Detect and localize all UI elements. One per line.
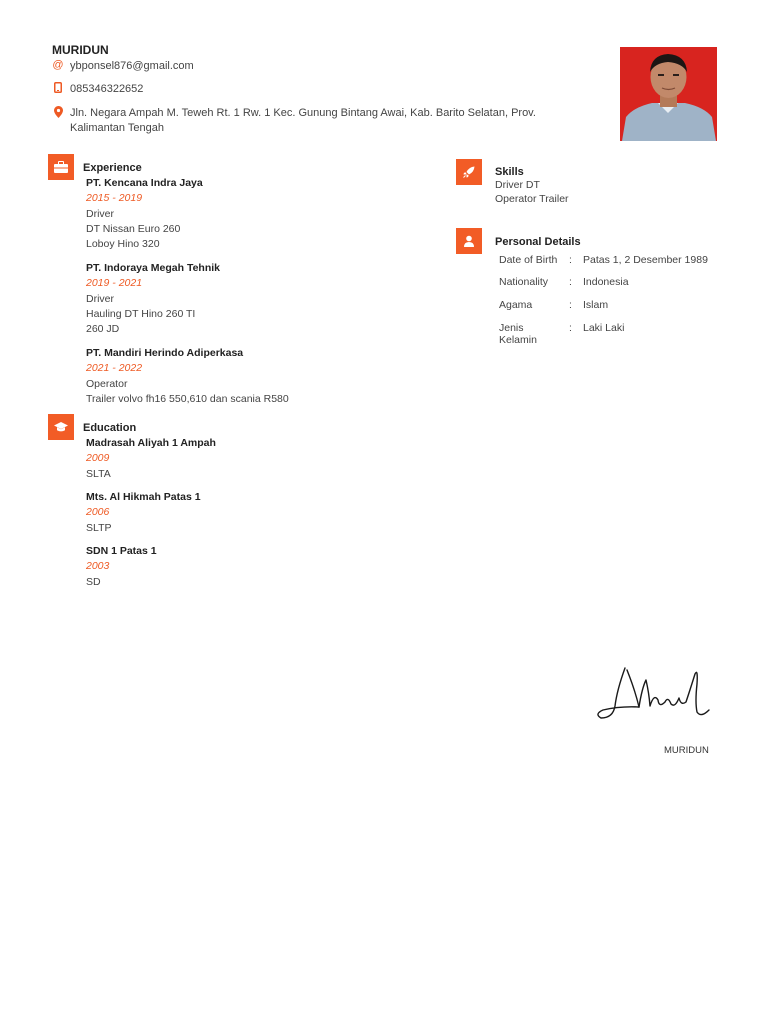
experience-line: Driver (86, 292, 114, 305)
experience-item (86, 261, 220, 337)
personal-colon: : (569, 276, 572, 288)
personal-value: Indonesia (583, 276, 629, 288)
experience-title: Experience (83, 162, 142, 174)
skill-item: Driver DT (495, 179, 540, 191)
personal-label: Agama (499, 299, 533, 311)
address-text (70, 106, 536, 136)
graduation-cap-icon (48, 414, 74, 440)
education-title: Education (83, 422, 137, 434)
user-icon (456, 228, 482, 254)
education-level: SLTA (86, 467, 111, 480)
education-level: SLTP (86, 521, 112, 534)
signature-name: MURIDUN (664, 745, 709, 756)
education-org: Mts. Al Hikmah Patas 1 (86, 491, 201, 503)
personal-row-nationality (499, 276, 739, 288)
personal-colon: : (569, 254, 572, 266)
experience-years: 2021 - 2022 (86, 362, 143, 375)
experience-line: Trailer volvo fh16 550,610 dan scania R580 (86, 392, 289, 405)
personal-details-title: Personal Details (495, 236, 581, 248)
phone-text: 085346322652 (70, 83, 144, 95)
experience-years: 2015 - 2019 (86, 192, 143, 205)
email-row (52, 59, 194, 74)
address-line-2: Kalimantan Tengah (70, 122, 164, 134)
education-years: 2003 (86, 560, 110, 573)
personal-colon: : (569, 322, 572, 334)
experience-line: 260 JD (86, 323, 120, 336)
personal-value: Islam (583, 299, 609, 311)
experience-line: Operator (86, 377, 128, 390)
experience-org: PT. Kencana Indra Jaya (86, 177, 203, 189)
personal-value: Patas 1, 2 Desember 1989 (583, 254, 708, 266)
email-text: ybponsel876@gmail.com (70, 60, 194, 72)
profile-photo (620, 47, 717, 141)
location-pin-icon (52, 106, 64, 118)
phone-icon (52, 82, 64, 93)
candidate-name: MURIDUN (52, 43, 109, 57)
experience-item (86, 176, 203, 252)
skill-item: Operator Trailer (495, 193, 569, 205)
experience-org: PT. Mandiri Herindo Adiperkasa (86, 347, 244, 359)
personal-row-agama (499, 299, 739, 311)
skills-list (495, 178, 569, 206)
experience-org: PT. Indoraya Megah Tehnik (86, 262, 220, 274)
experience-line: DT Nissan Euro 260 (86, 222, 181, 235)
education-org: Madrasah Aliyah 1 Ampah (86, 437, 216, 449)
education-years: 2006 (86, 506, 110, 519)
rocket-icon (456, 159, 482, 185)
phone-row (52, 82, 143, 97)
experience-item (86, 346, 289, 407)
experience-years: 2019 - 2021 (86, 277, 143, 290)
education-item (86, 490, 201, 536)
at-icon: @ (52, 59, 64, 71)
personal-row-jenis-kelamin (499, 322, 739, 346)
personal-label: Nationality (499, 276, 549, 288)
address-row (52, 106, 552, 136)
briefcase-icon (48, 154, 74, 180)
education-years: 2009 (86, 452, 110, 465)
education-org: SDN 1 Patas 1 (86, 545, 157, 557)
skills-title: Skills (495, 166, 524, 178)
experience-line: Driver (86, 207, 114, 220)
experience-line: Hauling DT Hino 260 TI (86, 307, 196, 320)
personal-row-date-of-birth (499, 254, 739, 266)
handwritten-signature (595, 660, 720, 730)
personal-colon: : (569, 299, 572, 311)
education-item (86, 436, 216, 482)
address-line-1: Jln. Negara Ampah M. Teweh Rt. 1 Rw. 1 Kec. Gunung Bintang Awai, Kab. Barito Selatan, Prov. (70, 107, 536, 119)
personal-value: Laki Laki (583, 322, 625, 334)
personal-label: Jenis Kelamin (499, 322, 537, 346)
personal-label: Date of Birth (499, 254, 558, 266)
education-item (86, 544, 157, 590)
experience-line: Loboy Hino 320 (86, 238, 160, 251)
education-level: SD (86, 575, 101, 588)
